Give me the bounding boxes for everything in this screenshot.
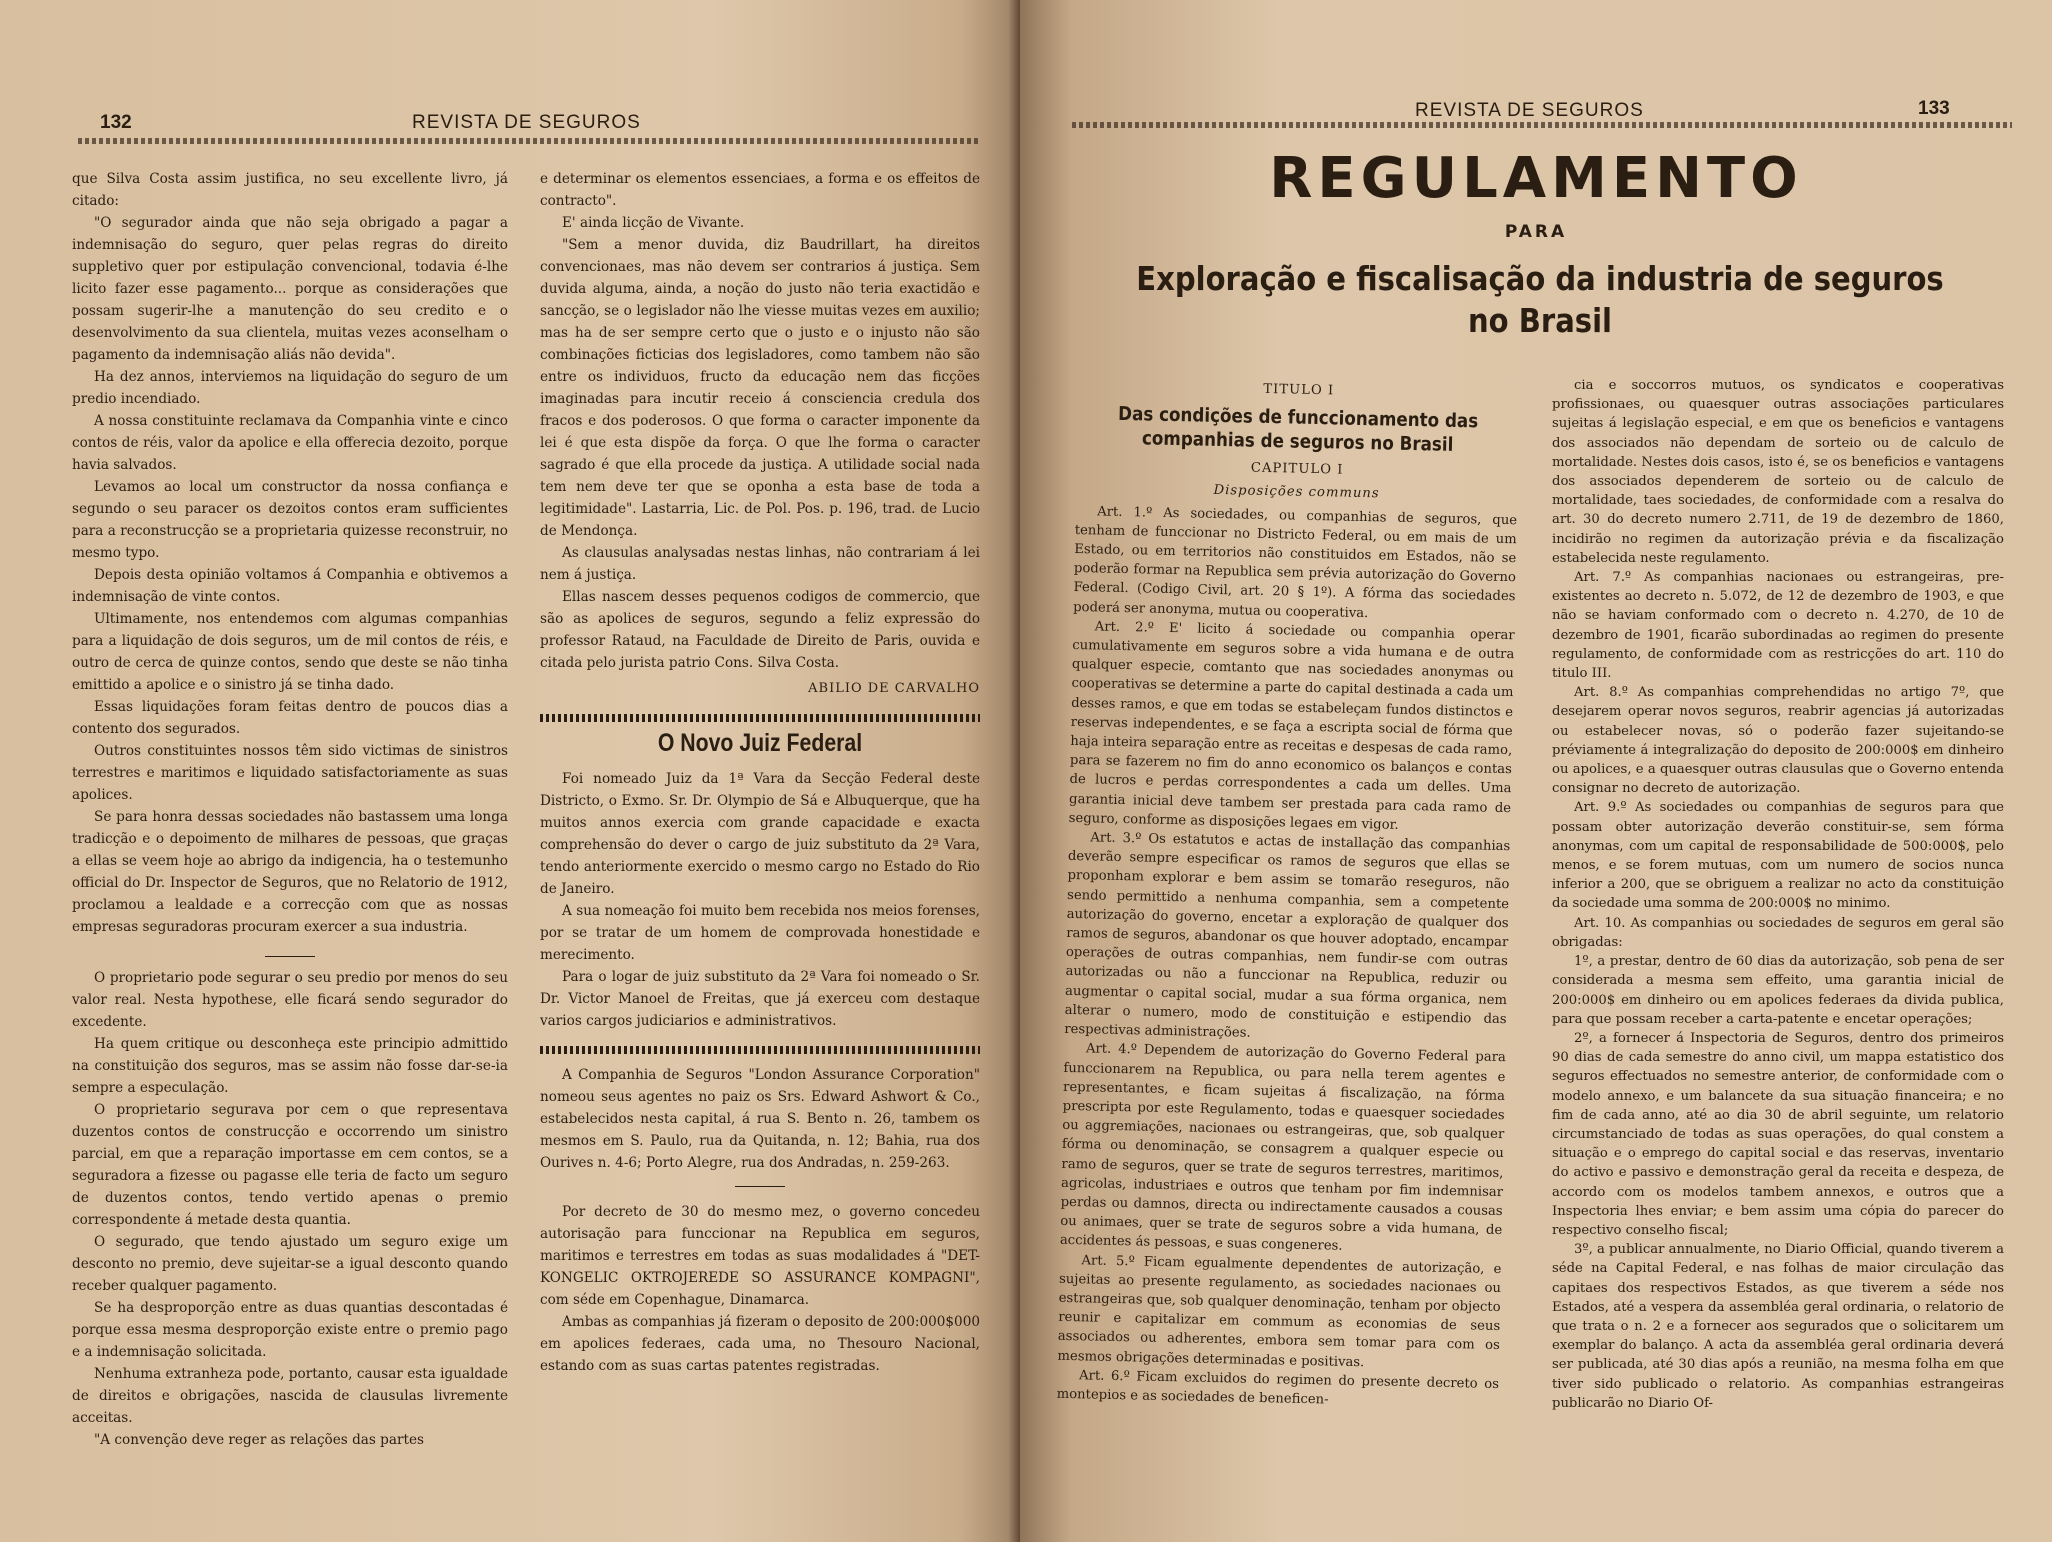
paragraph: Ambas as companhias já fizeram o deposito de 200:000$000 em apolices federaes, cada uma, no Thesouro Nacional, estando com as suas cartas patentes registradas. [540,1314,980,1374]
regulamento-subtitle: Exploração e fiscalisação da industria de seguros no Brasil [1136,259,1944,340]
paragraph: As clausulas analysadas nestas linhas, não contrariam á lei nem á justiça. [540,545,980,583]
paragraph: Se para honra dessas sociedades não bastassem uma longa tradicção e o depoimento de milhares de pessoas, que graças a ellas se veem hoje ao abrigo da indigencia, ha o testemunho official do Dr. Inspector de Seguros, que no Relatorio de 1912, proclamou a lealdade e a correcção com que as nossas empresas seguradoras procuram exercer a sua industria. [72,809,508,935]
article-paragraph: cia e soccorros mutuos, os syndicatos e cooperativas profissionaes, ou quaesquer outras associações particulares sujeitas á legislação especial, e em que os beneficios e vantagens dos associados não dependam de sorteio ou de calculo de mortalidade. Nestes dois casos, isto é, se os beneficios e vantagens dos associados dependerem de sorteio ou de calculo de mortalidade, taes sociedades, de conformidade com a resalva do art. 30 do decreto numero 2.711, de 19 de dezembro de 1860, incidirão no regimen da autorização prévia e da fiscalização estabelecida neste regulamento. [1552,378,2004,566]
paragraph: Ultimamente, nos entendemos com algumas companhias para a liquidação de dois seguros, um de mil contos de réis, e outro de cerca de quinze contos, sendo que deste se não tinha emittido a apolice e o sinistro já se tinha dado. [72,611,508,693]
article-paragraph: Art. 5.º Ficam egualmente dependentes de autorização, e sujeitas ao presente regulamento, as sociedades nacionaes ou estrangeiras que, sob qualquer denominação, tenham por objecto reunir e capitalizar em commum as economias de seus associados ou adherentes, embora sem tomar para com os mesmos obrigações determinadas e positivas. [1057,1252,1502,1370]
section-title: O Novo Juiz Federal [657,729,863,757]
article-paragraph: Art. 2.º E' licito á sociedade ou companhia operar cumulativamente em seguros sobre a vida humana e de outra qualquer especie, comtanto que nas sociedades anonymas ou cooperativas se determine a parte do capital destinada a cada um desses ramos, e que em todas se estabeleçam fundos distinctos e reservas independentes, e se faça a escripta social de fórma que haja inteira separação entre as receitas e despesas de cada ramo, para se fazerem no fim do anno economico os balanços e contas de lucros e perdas correspondentes a cada um delles. Uma garantia inicial deve tambem ser prestada para cada ramo de seguro, conforme as disposições legaes em vigor. [1068,619,1515,833]
article-paragraph: Art. 9.º As sociedades ou companhias de seguros para que possam obter autorização deverão constituir-se, sem fórma anonymas, com um capital de responsabilidade de 500:000$, pelo menos, e se forem mutuas, com um numero de socios nunca inferior a 200, que se obriguem a realizar no acto da constituição da sociedade uma somma de 200:000$ no minimo. [1552,800,2004,912]
article-paragraph: Art. 3.º Os estatutos e actas de installação das companhias deverão sempre especificar os ramos de seguros que ellas se proponham explorar e bem assim se tomarão reseguros, não sendo permittido a nenhuma companhia, sem a competente autorização do governo, encetar a exploração de qualquer dos ramos de seguros, abandonar os que houver adoptado, encampar operações de outras companhias, nem fundir-se com outras autorizadas ou não a funccionar na Republica, reduzir ou augmentar o capital social, mudar a sua fórma organica, nem alterar o numero, modo de constituição e estipendio das respectivas administrações. [1064,830,1511,1041]
article-paragraph: Art. 10. As companhias ou sociedades de seguros em geral são obrigadas: [1552,915,2004,950]
article-paragraph: 3º, a publicar annualmente, no Diario Official, quando tiverem a séde na Capital Federal, e nas folhas de maior circulação das capitaes dos respectivos Estados, as que tiverem a séde nos Estados, até a vespera da assembléa geral ordinaria, o relatorio de que trata o n. 2 e a fornecer aos segurados que o solicitarem um exemplar do balanço. A acta da assembléa geral ordinaria deverá ser publicada, até 30 dias após a reunião, na mesma folha em que tiver sido publicado o relatorio. As companhias estrangeiras publicarão no Diario Of- [1552,1242,2004,1411]
paragraph: "O segurador ainda que não seja obrigado a pagar a indemnisação do seguro, quer pelas regras do direito suppletivo quer por estipulação convencional, todavia é-lhe licito fazer esse pagamento... porque as considerações que possam sugerir-lhe a manutenção do seu credito e o desenvolvimento da sua clientela, muitas vezes aconselham o pagamento da indemnisação aliás não devida". [72,215,508,363]
article-continuation [540,168,980,674]
paragraph: Nenhuma extranheza pode, portanto, causar esta igualdade de direitos e obrigações, nascida de clausulas livremente acceitas. [72,1366,508,1426]
paragraph: Foi nomeado Juiz da 1ª Vara da Secção Federal deste Districto, o Exmo. Sr. Dr. Olympio de Sá e Albuquerque, que ha muitos annos exercia com grande capacidade e exacta comprehensão do dever o cargo de juiz substituto da 2ª Vara, tendo anteriormente exercido o mesmo cargo no Estado do Rio de Janeiro. [540,771,980,897]
page-number-left: 132 [100,112,132,133]
paragraph: Levamos ao local um constructor da nossa confiança e segundo o seu paracer os dezoitos contos eram sufficientes para a reconstrucção se a proprietaria quizesse reconstruir, no mesmo typo. [72,479,508,561]
article-paragraph: Art. 4.º Dependem de autorização do Governo Federal para funccionarem na Republica, ou para nella terem agentes e representantes, e ficam sujeitas á fiscalização, na fórma prescripta por este Regulamento, todas e quaesquer sociedades ou aggremiações, nacionaes ou estrangeiras, que, sob qualquer fórma ou denominação, se consagrem a qualquer especie ou ramo de seguros, quer se trate de seguros terrestres, maritimos, agricolas, industriaes e outros que tenham por fim indemnisar perdas ou damnos, directa ou indirectamente causados a cousas ou animaes, quer se trate de seguros sobre a vida humana, de accidentes ás pessoas, e suas congeneres. [1059,1041,1506,1255]
article-paragraph: Art. 7.º As companhias nacionaes ou estrangeiras, pre-existentes ao decreto n. 5.072, de 12 de dezembro de 1903, e que não se haviam conformado com o decreto n. 4.270, de 10 de dezembro de 1901, ficarão subordinadas ao regimen do presente regulamento, de conformidade com as restricções do art. 110 do titulo III. [1552,570,2004,682]
para-subheading: PARA [1504,222,1568,242]
article-paragraph: Art. 1.º As sociedades, ou companhias de seguros, que tenham de funccionar no Districto Federal, ou em mais de um Estado, ou em territorios não constituidos em Estados, não se poderão formar na Republica sem prévia autorização do Governo Federal. (Codigo Civil, art. 20 § 1º). A fórma das sociedades poderá ser anonyma, mutua ou cooperativa. [1073,504,1518,621]
article-paragraph: Art. 8.º As companhias comprehendidas no artigo 7º, que desejarem operar novos seguros, reabrir agencias já autorizadas ou estabelecer novas, só o poderão fazer sujeitando-se préviamente á integralização do deposito de 200:000$ em dinheiro ou apolices, e a quaesquer outras clausulas que o Governo entenda consignar no decreto de autorização. [1552,685,2004,797]
author-signature: ABILIO DE CARVALHO [808,681,980,696]
article-paragraph: Art. 6.º Ficam excluidos do regimen do presente decreto os montepios e as sociedades de beneficen- [1056,1367,1500,1408]
capitulo-heading: CAPITULO I [1250,460,1344,478]
paragraph: Ha quem critique ou desconheça este principio admittido na constituição dos seguros, mas se assim não fosse dar-se-ia sempre a especulação. [72,1036,508,1096]
paragraph: Ha dez annos, interviemos na liquidação do seguro de um predio incendiado. [72,369,508,407]
paragraph: Se ha desproporção entre as duas quantias descontadas é porque essa mesma desproporção existe entre o premio pago e a indemnisação solicitada. [72,1300,508,1360]
paragraph: O proprietario segurava por cem o que representava duzentos contos de construcção e occorrendo um sinistro parcial, em que a reparação importasse em cem contos, se a seguradora a fizesse ou pagasse elle teria de facto um seguro de duzentos contos, tendo vertido apenas o premio correspondente á metade desta quantia. [72,1102,508,1228]
running-head-left: REVISTA DE SEGUROS [412,112,641,133]
header-rule-left [78,138,978,144]
paragraph: Depois desta opinião voltamos á Companhia e obtivemos a indemnisação de vinte contos. [72,567,508,605]
paragraph: O segurado, que tendo ajustado um seguro exige um desconto no premio, deve sujeitar-se a igual desconto quando receber qualquer pagamento. [72,1234,508,1294]
short-rule [265,956,315,957]
paragraph: A sua nomeação foi muito bem recebida nos meios forenses, por se tratar de um homem de comprovada honestidade e merecimento. [540,903,980,963]
article-paragraph: 1º, a prestar, dentro de 60 dias da autorização, sob pena de ser considerada a mesma sem effeito, uma garantia inicial de 200:000$ em dinheiro ou em apolices federaes da divida publica, para que possam receber a carta-patente e encetar operações; [1552,954,2004,1027]
running-head-right: REVISTA DE SEGUROS [1415,100,1644,121]
left-column-2 [540,168,980,1377]
article-paragraph: 2º, a fornecer á Inspectoria de Seguros, dentro dos primeiros 90 dias de cada semestre do anno civil, um mappa estatistico dos seguros effectuados no semestre anterior, de conformidade com o modelo annexo, e um balancete da sua situação financeira; e no fim de cada anno, até ao dia 30 de abril seguinte, um relatorio circumstanciado de todas as suas operações, do qual constem a situação e o emprego do capital social e das reservas, inventario do activo e passivo e demonstração geral da receita e despeza, de accordo com os modelos tambem annexos, e outros que a Inspectoria lhes enviar; e bem assim uma cópia do parecer do respectivo conselho fiscal; [1552,1030,2004,1238]
short-rule [735,1186,785,1187]
paragraph: e determinar os elementos essenciaes, a forma e os effeitos de contracto". [540,171,980,209]
paragraph: E' ainda licção de Vivante. [562,215,745,231]
ornament-divider [540,714,980,722]
paragraph: "A convenção deve reger as relações das partes [94,1432,424,1448]
ornament-divider [540,1046,980,1054]
right-column-2 [1552,376,2004,1413]
paragraph: Por decreto de 30 do mesmo mez, o governo concedeu autorisação para funccionar na Republica em seguros, maritimos e terrestres em todas as suas modalidades á "DET-KONGELIC OKTROJEREDE SO ASSURANCE KOMPAGNI", com séde em Copenhague, Dinamarca. [540,1204,980,1308]
left-column-1 [72,168,508,1451]
london-assurance-note: A Companhia de Seguros "London Assurance Corporation" nomeou seus agentes no paiz os Srs. Edward Ashwort & Co., estabelecidos nesta capital, á rua S. Bento n. 26, tambem os mesmos em S. Paulo, rua da Quitanda, n. 12; Bahia, rua dos Ourives n. 4-6; Porto Alegre, rua dos Andradas, n. 259-263. [540,1067,980,1171]
titulo-heading: TITULO I [1263,381,1335,399]
paragraph: Para o logar de juiz substituto da 2ª Vara foi nomeado o Sr. Dr. Victor Manoel de Freitas, que já exerceu com destaque varios cargos judiciarios e administrativos. [540,969,980,1029]
paragraph: O proprietario pode segurar o seu predio por menos do seu valor real. Nesta hypothese, elle ficará sendo segurador do excedente. [72,970,508,1030]
paragraph: A nossa constituinte reclamava da Companhia vinte e cinco contos de réis, valor da apolice e ella offerecia dezoito, porque havia salvados. [72,413,508,473]
left-page [0,0,1020,1542]
paragraph: que Silva Costa assim justifica, no seu excellente livro, já citado: [72,171,508,209]
titulo-name: Das condições de funccionamento das companhias de seguros no Brasil [1117,403,1479,457]
article-novo-juiz [540,768,980,1032]
paragraph: "Sem a menor duvida, diz Baudrillart, ha direitos convencionaes, mas não devem ser contrarios á justiça. Sem duvida alguma, ainda, a noção do justo não teria exactidão e sancção, se o legislador não lhe viesse muitas vezes em auxilio; mas ha de ser sempre certo que o justo e o injusto não são combinações ficticias dos legisladores, como tambem não são entre os individuos, fructo da educação nem das ficções imaginadas para incutir receio á consciencia credula dos fracos e dos poderosos. O que forma o caracter imponente da lei é que esta dispõe da força. O que lhe forma o caracter sagrado é que ella procede da justiça. A utilidade social nada tem nem deve ter que se oponha a esta base de toda a legitimidade". Lastarria, Lic. de Pol. Pos. p. 196, trad. de Lucio de Mendonça. [540,237,980,539]
decreto-note [540,1201,980,1377]
articles-1-6 [1056,502,1517,1414]
right-column-1 [1056,376,1519,1413]
regulamento-title: REGULAMENTO [1269,146,1803,211]
header-rule-right [1072,122,2012,128]
paragraph: Ellas nascem desses pequenos codigos de commercio, que são as apolices de seguros, segundo a feliz expressão do professor Rataud, na Faculdade de Direito de Paris, ouvida e citada pelo jurista patrio Cons. Silva Costa. [540,589,980,671]
paragraph: Essas liquidações foram feitas dentro de poucos dias a contento dos segurados. [72,699,508,737]
paragraph: Outros constituintes nossos têm sido victimas de sinistros terrestres e maritimos e liquidado satisfactoriamente as suas apolices. [72,743,508,803]
page-number-right: 133 [1918,98,1950,119]
disposicoes-heading: Disposições communs [1213,483,1380,502]
